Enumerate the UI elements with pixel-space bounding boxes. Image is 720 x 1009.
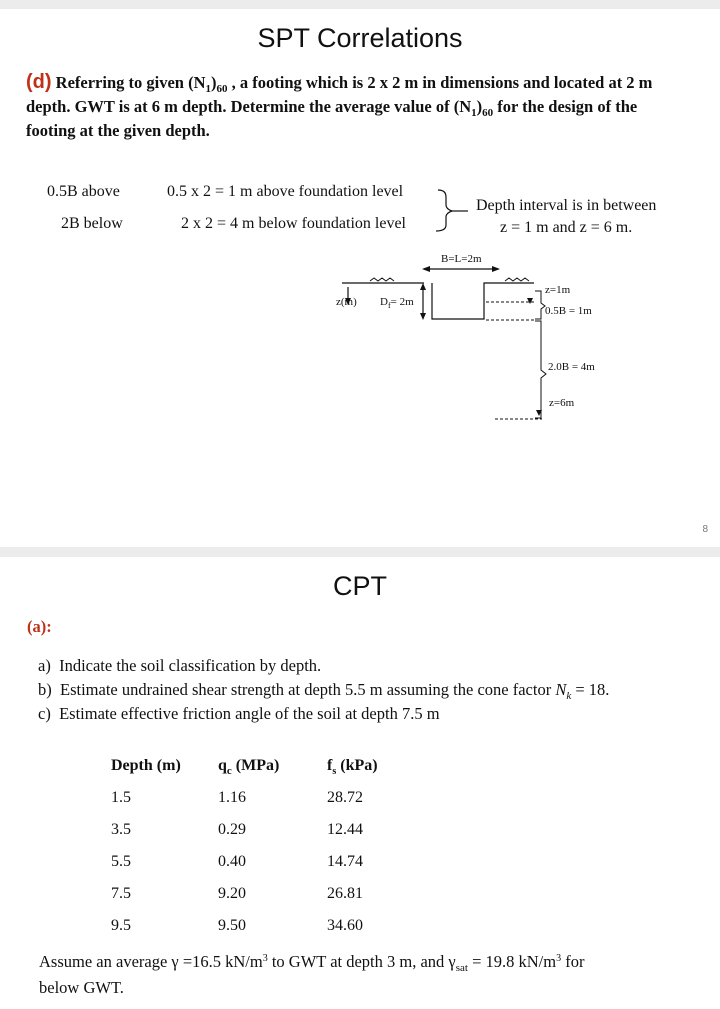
header-fs bbox=[327, 757, 378, 775]
list-text: = 18. bbox=[571, 680, 610, 699]
half-b-label: 0.5B = 1m bbox=[545, 305, 592, 317]
arrow-head bbox=[492, 266, 500, 272]
half-b-brace-icon bbox=[535, 291, 545, 319]
z6-label: z=6m bbox=[549, 397, 575, 409]
slide-cpt bbox=[0, 557, 720, 1009]
note-text: below GWT. bbox=[39, 978, 124, 997]
ground-hatch bbox=[505, 278, 529, 281]
problem-text: ) bbox=[211, 73, 217, 92]
subscript: k bbox=[566, 690, 572, 702]
header-depth: Depth (m) bbox=[111, 757, 181, 774]
df-label bbox=[380, 296, 414, 308]
list-item bbox=[38, 656, 321, 676]
list-letter: a) bbox=[38, 656, 51, 675]
cell-fs: 14.74 bbox=[327, 853, 363, 870]
cell-fs: 28.72 bbox=[327, 789, 363, 806]
list-letter: c) bbox=[38, 704, 51, 723]
note-text: = 19.8 kN/m bbox=[467, 952, 557, 971]
problem-text: for the design of the bbox=[493, 97, 638, 116]
cell-qc: 0.29 bbox=[218, 821, 246, 838]
list-text: Indicate the soil classification by depth. bbox=[59, 656, 322, 675]
subscript: s bbox=[332, 766, 337, 777]
cell-qc: 1.16 bbox=[218, 789, 246, 806]
footing-outline bbox=[432, 283, 534, 319]
interval-line2: z = 1 m and z = 6 m. bbox=[500, 219, 633, 236]
cell-depth: 7.5 bbox=[111, 885, 131, 902]
cell-qc: 9.50 bbox=[218, 917, 246, 934]
list-letter: b) bbox=[38, 680, 52, 699]
cell-fs: 26.81 bbox=[327, 885, 363, 902]
subscript: 1 bbox=[471, 107, 477, 119]
list-item bbox=[38, 704, 440, 724]
width-label: B=L=2m bbox=[441, 253, 482, 265]
row1-calc: 0.5 x 2 = 1 m above foundation level bbox=[167, 183, 404, 200]
list-text: Estimate effective friction angle of the soil at depth 7.5 m bbox=[59, 704, 440, 723]
subscript: 60 bbox=[482, 107, 494, 119]
slide-title: SPT Correlations bbox=[257, 23, 463, 53]
cell-depth: 5.5 bbox=[111, 853, 131, 870]
list-item bbox=[38, 680, 609, 700]
ground-hatch bbox=[370, 278, 394, 281]
subscript: f bbox=[387, 301, 391, 310]
subscript: c bbox=[226, 765, 232, 777]
assumption-note bbox=[39, 950, 584, 999]
cell-depth: 9.5 bbox=[111, 917, 131, 934]
problem-text: ) bbox=[476, 97, 483, 116]
fs-unit: (kPa) bbox=[336, 757, 378, 774]
water-table-icon bbox=[527, 298, 533, 304]
superscript: 3 bbox=[262, 953, 268, 964]
cell-fs: 34.60 bbox=[327, 917, 363, 934]
slide-spt-correlations bbox=[0, 9, 720, 547]
slide-title: CPT bbox=[333, 571, 387, 601]
problem-text: Referring to given (N bbox=[55, 73, 206, 92]
qc-symbol: q bbox=[218, 757, 227, 774]
row1-label: 0.5B above bbox=[47, 183, 120, 200]
fs-symbol: f bbox=[327, 757, 333, 774]
problem-text: a footing which is 2 x 2 m in dimensions and located at 2 m bbox=[235, 73, 653, 92]
note-text: to GWT at depth 3 m, and γ bbox=[267, 952, 456, 971]
brace-and-footing-diagram bbox=[0, 9, 720, 547]
part-label: (a): bbox=[27, 617, 52, 636]
list-text: Estimate undrained shear strength at depth 5.5 m assuming the cone factor bbox=[60, 680, 556, 699]
subscript: 1 bbox=[205, 83, 212, 95]
z-axis-label: z(m) bbox=[336, 296, 357, 308]
part-label: (d) bbox=[26, 71, 52, 93]
problem-text: , bbox=[227, 73, 236, 92]
subscript: 60 bbox=[216, 83, 228, 95]
df-value: = 2m bbox=[390, 296, 414, 308]
problem-text: footing at the given depth. bbox=[26, 121, 210, 140]
cell-depth: 1.5 bbox=[111, 789, 131, 806]
two-b-label: 2.0B = 4m bbox=[548, 361, 595, 373]
curly-brace-icon bbox=[436, 190, 452, 231]
interval-line1: Depth interval is in between bbox=[476, 197, 657, 214]
row2-calc: 2 x 2 = 4 m below foundation level bbox=[181, 215, 406, 232]
two-b-brace-icon bbox=[535, 321, 546, 418]
superscript: 3 bbox=[556, 953, 562, 964]
note-text: for bbox=[561, 952, 585, 971]
row2-label: 2B below bbox=[61, 215, 123, 232]
note-text: Assume an average γ =16.5 kN/m bbox=[39, 952, 263, 971]
arrow-head bbox=[422, 266, 430, 272]
cell-qc: 0.40 bbox=[218, 853, 246, 870]
page-number: 8 bbox=[702, 524, 708, 535]
arrow-head bbox=[420, 283, 426, 290]
header-qc bbox=[218, 757, 279, 775]
cell-qc: 9.20 bbox=[218, 885, 246, 902]
qc-unit: (MPa) bbox=[231, 757, 280, 774]
z1-label: z=1m bbox=[545, 284, 571, 296]
arrow-head bbox=[420, 313, 426, 320]
subscript: sat bbox=[455, 962, 468, 974]
problem-text: depth. GWT is at 6 m depth. Determine the average value of (N bbox=[26, 97, 472, 116]
cell-depth: 3.5 bbox=[111, 821, 131, 838]
cone-factor-symbol: N bbox=[555, 680, 567, 699]
cell-fs: 12.44 bbox=[327, 821, 363, 838]
df-symbol: D bbox=[380, 296, 388, 308]
